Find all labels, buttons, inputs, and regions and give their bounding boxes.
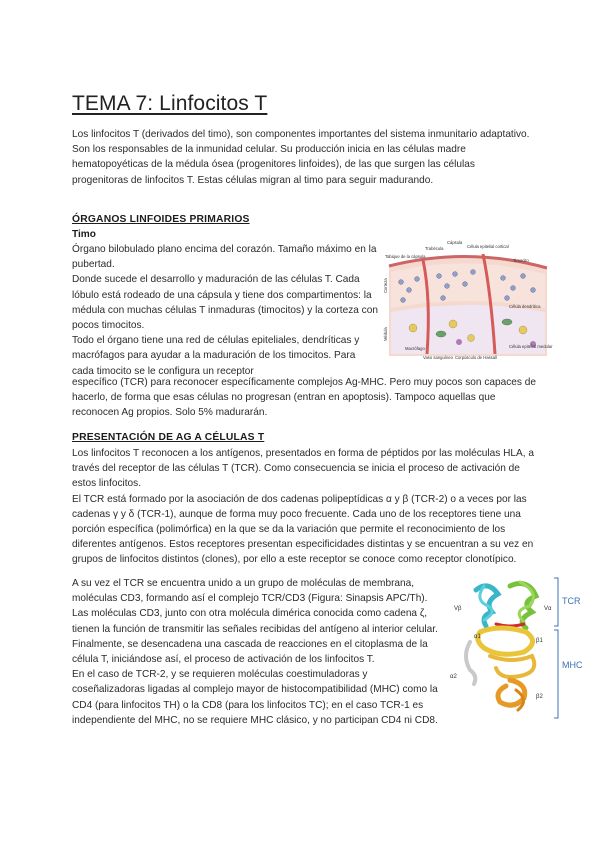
- label-medullary-epithelial: Célula epitelial medular: [509, 344, 553, 349]
- label-trabecula: Trabécula: [425, 246, 444, 251]
- label-alpha2: α2: [450, 674, 457, 680]
- label-capsule-septum: Tabique de la cápsula: [385, 254, 426, 259]
- label-macrophage: Macrófago: [405, 346, 425, 351]
- intro-paragraph: Los linfocitos T (derivados del timo), son componentes importantes del sistema inmunitario adaptativo. Son los responsables de la inmunidad celular. Su producción inicia en las células madre hematopoyéticas de la médula ósea (progenitores linfoides), de las que surgen las células progenitoras de linfocitos T. Estas células migran al timo para seguir madurando.: [72, 129, 530, 186]
- label-mhc: MHC: [562, 660, 583, 670]
- label-dendritic: Célula dendrítica: [509, 304, 541, 309]
- section-heading-antigen-presentation: PRESENTACIÓN DE AG A CÉLULAS T: [72, 432, 265, 443]
- thymus-structure-figure: [383, 238, 553, 363]
- thymus-paragraph-continued: específico (TCR) para reconocer específicamente complejos Ag-MHC. Pero muy pocos son capaces de hacerlo, de forma que esas células no progresan (entran en apoptosis). Tampoco aquellas que reconocen Ag propios. Solo 5% madurarán.: [72, 377, 536, 419]
- tcr-mhc-figure: [440, 572, 590, 720]
- page-title: TEMA 7: Linfocitos T: [72, 92, 268, 115]
- label-beta2: β2: [536, 694, 543, 700]
- label-beta1: β1: [536, 638, 543, 644]
- label-vessel: Vaso sanguíneo: [423, 355, 453, 360]
- tcr-paragraph: Los linfocitos T reconocen a los antígenos, presentados en forma de péptidos por las moléculas HLA, a través del receptor de las células T (TCR). Como consecuencia se inicia el proceso de activación de estos linfocitos. El TCR está formado por la asociación de dos cadenas polipeptídicas α y β (TCR-2) o a veces por las cadenas γ y δ (TCR-1), aunque de forma muy poco frecuente. Cada uno de los receptores tiene una porción específica (polimórfica) en la que se da la variación que permite el reconocimiento de los diferentes antígenos. Estos receptores presentan especificidades distintas y se encuentran a su vez en grupos de linfocitos distintos (clones), por ello a este receptor se conoce como receptor clonotípico.: [72, 448, 534, 566]
- thymus-diagram: [383, 238, 553, 363]
- label-alpha1: α1: [474, 634, 481, 640]
- subheading-thymus: Timo: [72, 229, 96, 240]
- label-medulla: Médula: [383, 327, 388, 341]
- tcr-cd3-paragraph: A su vez el TCR se encuentra unido a un grupo de moléculas de membrana, moléculas CD3, formando así el complejo TCR/CD3 (Figura: Sinapsis APC/Th). Las moléculas CD3, junto con otra molécula dimérica conocida como cadena ζ, tienen la función de transmitir las señales recibidas del antígeno al interior celular. Finalmente, se desencadena una cascada de reacciones en el citoplasma de la célula T, iniciándose así, el proceso de activación de los linfocitos T. En el caso de TCR-2, y se requieren moléculas coestimuladoras y coseñalizadoras ligadas al complejo mayor de histocompatibilidad (MHC) como la CD4 (para linfocitos TH) o la CD8 (para los linfocitos TC); en el caso TCR-1 es independiente del MHC, no se requiere MHC clásico, y no participan CD4 ni CD8.: [72, 578, 438, 726]
- section-heading-primary-lymphoid-organs: ÓRGANOS LINFOIDES PRIMARIOS: [72, 214, 250, 225]
- label-hassall: Corpúsculo de Hassall: [455, 355, 497, 360]
- label-tcr: TCR: [562, 596, 581, 606]
- label-thymocyte: Timocito: [513, 258, 529, 263]
- thymus-paragraph: Órgano bilobulado plano encima del corazón. Tamaño máximo en la pubertad. Donde sucede el desarrollo y maduración de las células T. Cada lóbulo está rodeado de una cápsula y tiene dos compartimentos: la médula con muchas células T inmaduras (timocitos) y la corteza con pocos timocitos. Todo el órgano tiene una red de células epiteliales, dendríticas y macrófagos para ayudar a la maduración de los timocitos. Para cada timocito se le configura un receptor: [72, 244, 378, 377]
- label-v-beta: Vβ: [454, 606, 462, 612]
- label-cortical-epithelial: Célula epitelial cortical: [467, 244, 509, 249]
- label-cortex: Corteza: [383, 278, 388, 293]
- label-v-alpha: Vα: [544, 606, 552, 612]
- label-capsule: Cápsula: [447, 240, 463, 245]
- tcr-mhc-ribbon-diagram: [440, 572, 590, 720]
